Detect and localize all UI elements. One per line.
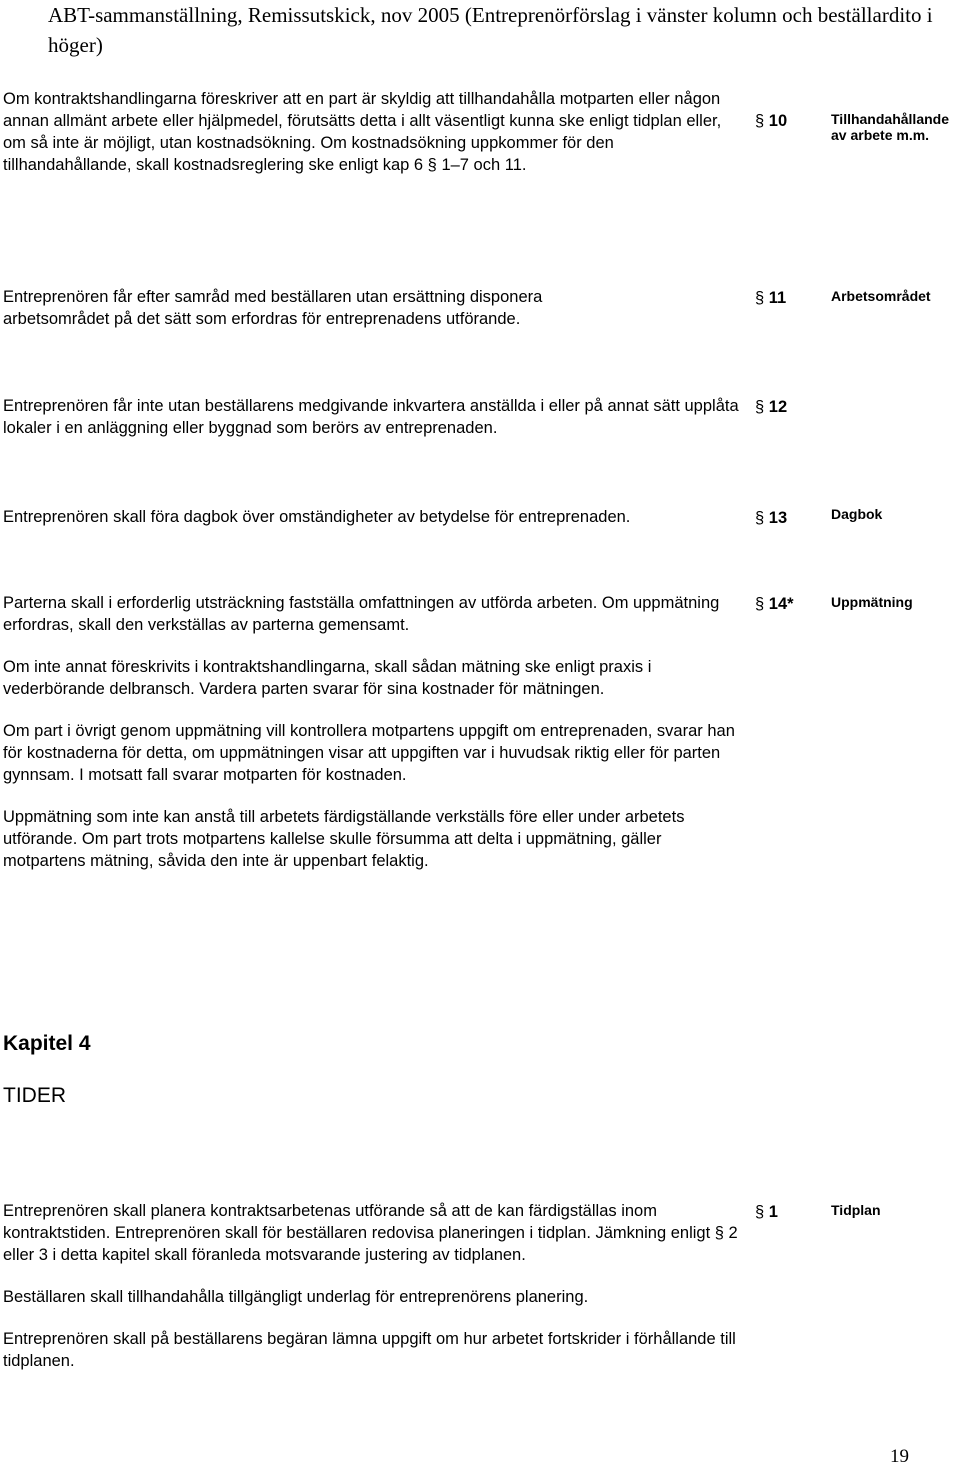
side-label-tidplan: Tidplan: [831, 1202, 881, 1218]
paragraph: Entreprenören skall planera kontraktsarbetenas utförande så att de kan färdigställas inom kontraktstiden. Entreprenören skall för beställaren redovisa planeringen i tidplan. Jämkning enligt § 2 eller 3 i detta kapitel skall föranleda motsvarande justering av tidplanen.: [3, 1202, 738, 1264]
paragraph: Parterna skall i erforderlig utsträckning fastställa omfattningen av utförda arbeten. Om uppmätning erfordras, skall den verkställas av parterna gemensamt.: [3, 594, 720, 634]
chapter-section-1-text: [3, 1200, 738, 1372]
paragraph: Entreprenören skall på beställarens begäran lämna uppgift om hur arbetet fortskrider i förhållande till tidplanen.: [3, 1330, 736, 1370]
paragraph: Entreprenören får inte utan beställarens medgivande inkvartera anställda i eller på annat sätt upplåta lokaler i en anläggning eller byggnad som berörs av entreprenaden.: [3, 397, 739, 437]
document-header: ABT-sammanställning, Remissutskick, nov 2005 (Entreprenörförslag i vänster kolumn och beställardito i höger): [48, 3, 933, 57]
section-10-text: [3, 88, 741, 176]
paragraph: Om kontraktshandlingarna föreskriver att en part är skyldig att tillhandahålla motparten eller någon annan allmänt arbete eller hjälpmedel, förutsätts detta i allt väsentligt kunna ske enligt tidplan eller, om så inte är möjligt, utan kostnadsökning. Om kostnadsökning uppkommer för den tillhandahållande, skall kostnadsreglering ske enligt kap 6 § 1–7 och 11.: [3, 90, 722, 174]
side-label-arbetsomradet: Arbetsområdet: [831, 288, 931, 304]
paragraph: Entreprenören skall föra dagbok över omständigheter av betydelse för entreprenaden.: [3, 508, 631, 526]
paragraph: Om part i övrigt genom uppmätning vill kontrollera motpartens uppgift om entreprenaden, svarar han för kostnaderna för detta, om uppmätningen visar att uppgiften var i huvudsak riktig eller för parten gynnsam. I motsatt fall svarar motparten för kostnaden.: [3, 722, 735, 784]
section-11-text: [3, 286, 643, 330]
chapter-title: Kapitel 4: [3, 1032, 91, 1055]
chapter-section-number-1: § 1: [755, 1203, 778, 1221]
section-number-13: § 13: [755, 509, 788, 527]
side-label-tillhandahallande: Tillhandahållande av arbete m.m.: [831, 111, 949, 143]
chapter-subtitle: TIDER: [3, 1084, 66, 1107]
page-number: 19: [890, 1446, 909, 1467]
paragraph: Beställaren skall tillhandahålla tillgängligt underlag för entreprenörens planering.: [3, 1288, 589, 1306]
section-number-11: § 11: [755, 289, 787, 307]
side-label-dagbok: Dagbok: [831, 506, 883, 522]
side-label-uppmatning: Uppmätning: [831, 594, 913, 610]
paragraph: Entreprenören får efter samråd med beställaren utan ersättning disponera arbetsområdet på det sätt som erfordras för entreprenadens utförande.: [3, 288, 543, 328]
section-14-text: [3, 592, 738, 872]
section-number-12: § 12: [755, 398, 788, 416]
section-number-14: § 14*: [755, 595, 794, 613]
section-13-text: [3, 506, 743, 528]
section-12-text: [3, 395, 743, 439]
paragraph: Om inte annat föreskrivits i kontraktshandlingarna, skall sådan mätning ske enligt praxis i vederbörande delbransch. Vardera parten svarar för sina kostnader för mätningen.: [3, 658, 652, 698]
paragraph: Uppmätning som inte kan anstå till arbetets färdigställande verkställs före eller under arbetets utförande. Om part trots motpartens kallelse skulle försumma att delta i uppmätning, gäller motpartens mätning, såvida den inte är uppenbart felaktig.: [3, 808, 685, 870]
section-number-10: § 10: [755, 112, 788, 130]
